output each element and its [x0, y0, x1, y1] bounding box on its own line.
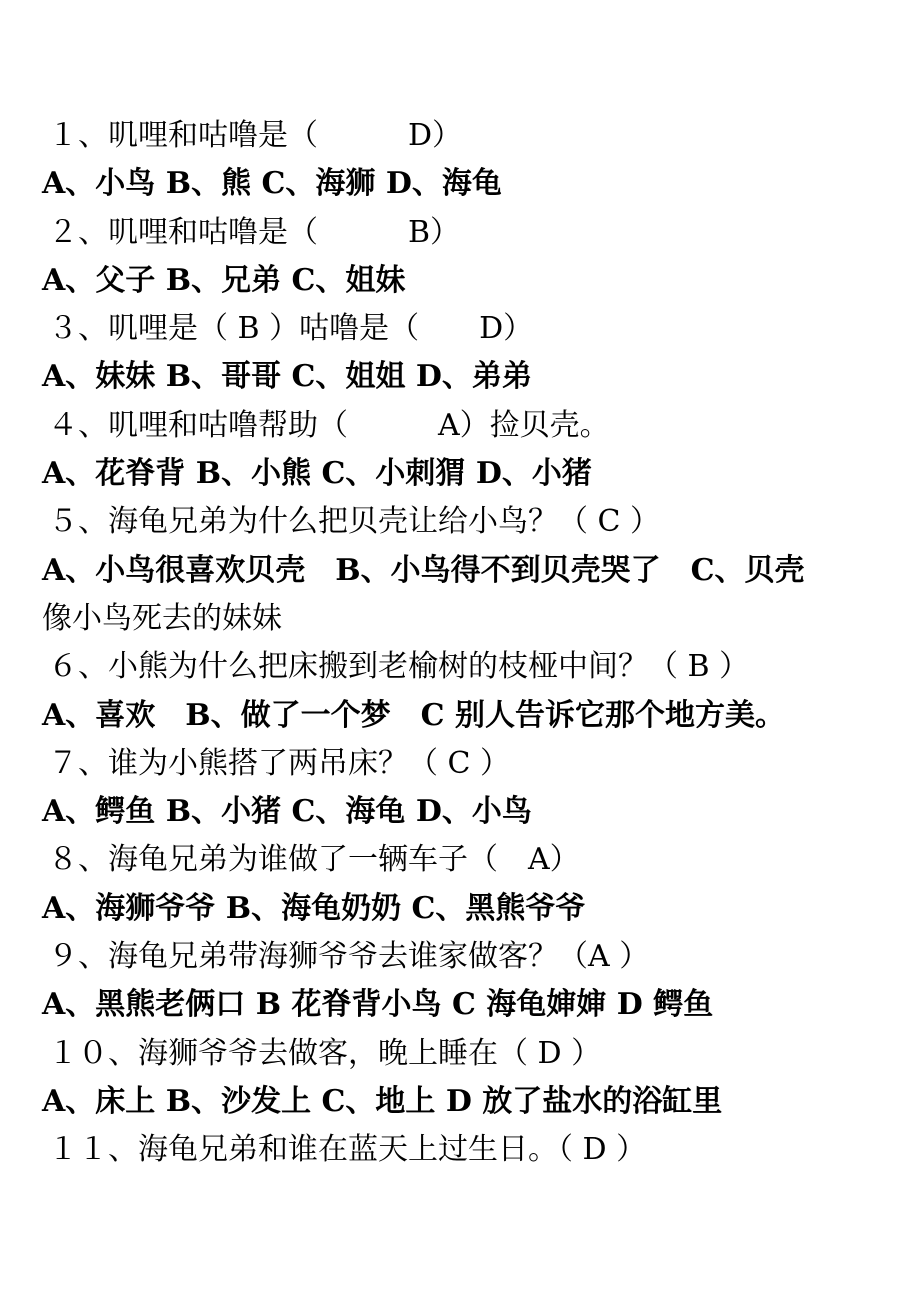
question-10: １０、海狮爷爷去做客，晚上睡在（ D ）	[48, 1035, 602, 1071]
question-3: ３、叽哩是（ B ）咕噜是（ D）	[48, 311, 534, 347]
options-6: A、喜欢 B、做了一个梦 C 别人告诉它那个地方美。	[42, 697, 785, 733]
options-10: A、床上 B、沙发上 C、地上 D 放了盐水的浴缸里	[42, 1083, 723, 1119]
question-11: １１、海龟兄弟和谁在蓝天上过生日。（ D ）	[48, 1132, 647, 1168]
options-9: A、黑熊老俩口 B 花脊背小鸟 C 海龟婶婶 D 鳄鱼	[42, 987, 714, 1023]
question-2: ２、叽哩和咕噜是（ B）	[48, 214, 461, 250]
question-1: １、叽哩和咕噜是（ D）	[48, 118, 463, 153]
quiz-document	[0, 112, 920, 1175]
options-7: A、鳄鱼 B、小猪 C、海龟 D、小鸟	[42, 794, 532, 830]
question-4: ４、叽哩和咕噜帮助（ A）捡贝壳。	[48, 407, 610, 443]
question-7: ７、谁为小熊搭了两吊床？（ C ）	[48, 745, 511, 781]
question-5: ５、海龟兄弟为什么把贝壳让给小鸟？（ C ）	[48, 504, 661, 540]
options-1: A、小鸟 B、熊 C、海狮 D、海龟	[42, 166, 502, 202]
options-4: A、花脊背 B、小熊 C、小刺猬 D、小猪	[42, 456, 592, 492]
options-3: A、妹妹 B、哥哥 C、姐姐 D、弟弟	[42, 359, 532, 395]
options-2: A、父子 B、兄弟 C、姐妹	[42, 262, 406, 298]
question-8: ８、海龟兄弟为谁做了一辆车子（ A）	[48, 842, 580, 878]
question-6: ６、小熊为什么把床搬到老榆树的枝桠中间？（ B ）	[48, 649, 750, 685]
question-9: ９、海龟兄弟带海狮爷爷去谁家做客？（A ）	[48, 939, 650, 975]
options-5: A、小鸟很喜欢贝壳 B、小鸟得不到贝壳哭了 C、贝壳	[42, 552, 805, 588]
options-8: A、海狮爷爷 B、海龟奶奶 C、黑熊爷爷	[42, 890, 586, 926]
options-5-continued: 像小鸟死去的妹妹	[42, 600, 282, 636]
